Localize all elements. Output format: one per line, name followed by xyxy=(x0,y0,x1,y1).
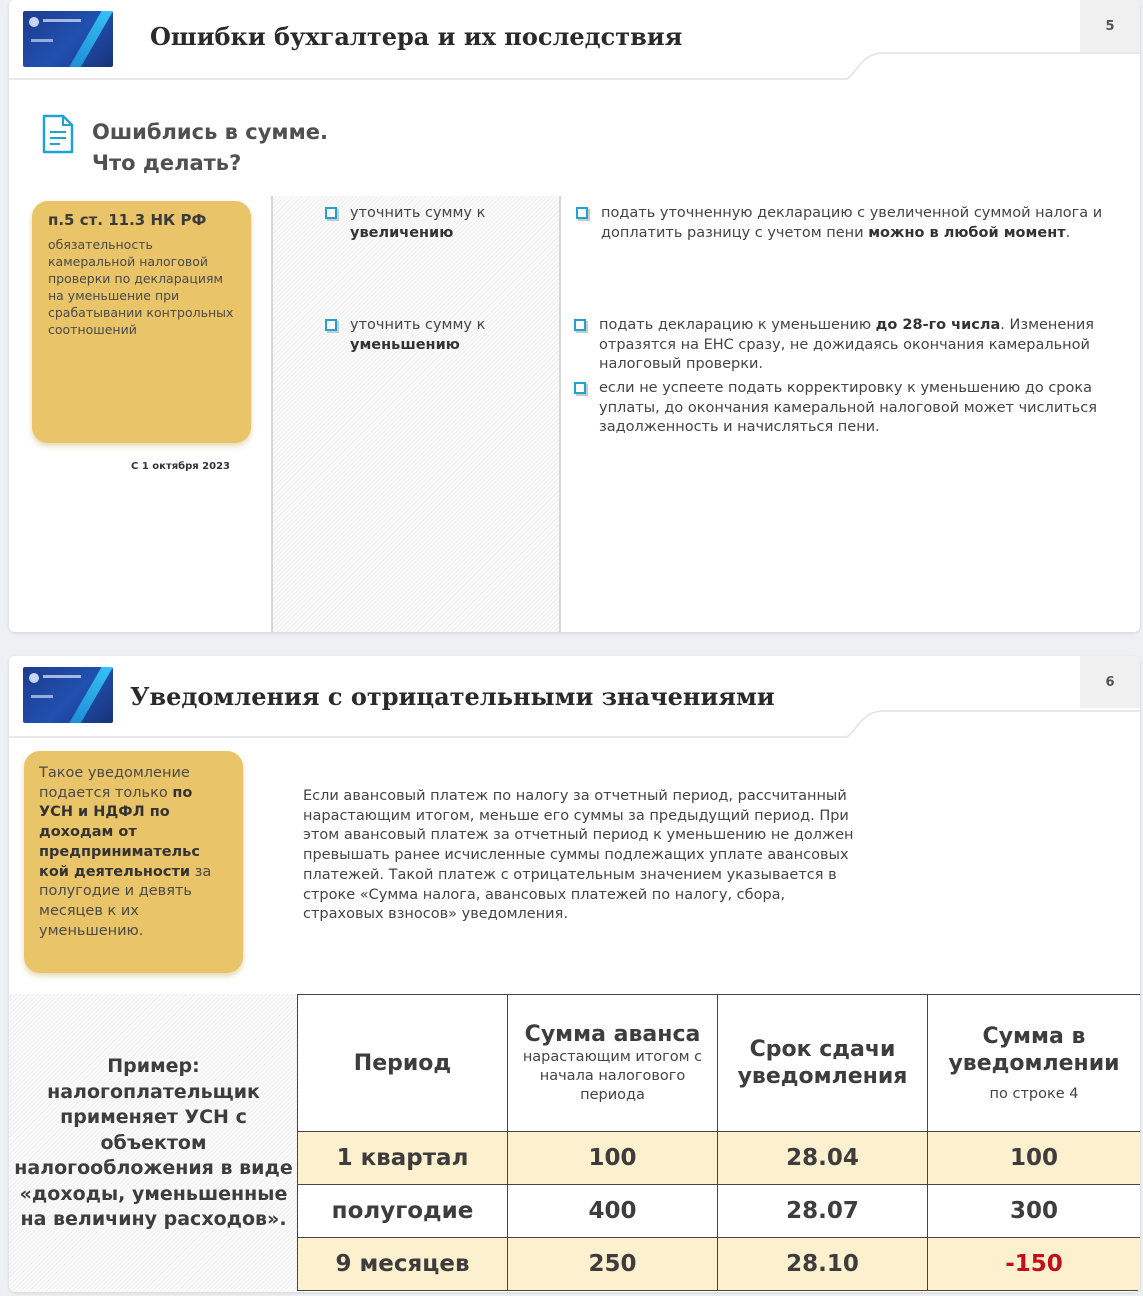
bullet-any-time xyxy=(576,204,1111,243)
checkbox-bullet-icon xyxy=(325,319,337,331)
checkbox-bullet-icon xyxy=(325,207,337,219)
bullet-text: если не успеете подать корректировку к уменьшению до срока уплаты, до окончания камеральной налоговой может числиться задолженность и начисляться пени. xyxy=(599,380,1097,435)
subheading-line-1: Ошиблись в сумме. xyxy=(92,120,328,144)
header-period: Период xyxy=(298,995,508,1132)
bullet-text: подать уточненную декларацию с увеличенной суммой налога и доплатить разницу с учетом пени xyxy=(601,205,1103,241)
checkbox-bullet-icon xyxy=(576,207,588,219)
bullet-text: уточнить сумму к xyxy=(350,205,486,221)
checkbox-bullet-icon xyxy=(574,319,586,331)
bullet-late xyxy=(574,379,1104,438)
fns-logo xyxy=(23,11,113,67)
example-text: Пример: налогоплательщик применяет УСН с объектом налогообложения в виде «доходы, уменьшенные на величину расходов». xyxy=(14,1055,293,1230)
cell-advance: 400 xyxy=(508,1185,718,1238)
cell-period: 1 квартал xyxy=(298,1132,508,1185)
page-number: 5 xyxy=(1080,0,1140,52)
scope-text-end: за полугодие и девять месяцев к их уменьшению. xyxy=(39,863,212,939)
cell-deadline: 28.10 xyxy=(718,1238,928,1291)
cell-advance: 100 xyxy=(508,1132,718,1185)
explanation-paragraph: Если авансовый платеж по налогу за отчетный период, рассчитанный нарастающим итогом, меньше его суммы за предыдущий период. При этом авансовый платеж за отчетный период к уменьшению не должен превышать ранее исчисленные суммы подлежащих уплате авансовых платежей. Такой платеж с отрицательным значением указывается в строке «Сумма налога, авансовых платежей по налогу, сбора, страховых взносов» уведомления. xyxy=(303,788,854,923)
cell-deadline: 28.04 xyxy=(718,1132,928,1185)
scope-text: Такое уведомление подается только xyxy=(39,765,190,801)
cell-notice-sum: 100 xyxy=(928,1132,1141,1185)
bullet-tail: . xyxy=(1065,224,1071,241)
bullet-text: уточнить сумму к xyxy=(350,317,486,333)
hatched-column xyxy=(271,196,561,632)
cell-notice-sum-negative: -150 xyxy=(928,1238,1141,1291)
page-number: 6 xyxy=(1080,656,1140,708)
bullet-before-28 xyxy=(574,316,1094,375)
header-advance-sum: Сумма аванса нарастающим итогом с начала налогового периода xyxy=(508,995,718,1132)
subheading xyxy=(92,117,328,179)
slide-header xyxy=(9,0,1140,80)
cell-period: полугодие xyxy=(298,1185,508,1238)
bullet-decrease xyxy=(325,316,555,355)
bullet-increase xyxy=(325,204,555,243)
bullet-bold: можно в любой момент xyxy=(868,224,1066,241)
law-reference-box xyxy=(32,201,251,443)
bullet-bold: увеличению xyxy=(350,224,454,241)
slide-header xyxy=(9,656,1140,736)
subheading-line-2: Что делать? xyxy=(92,151,242,175)
slide-5 xyxy=(9,0,1140,632)
scope-bold: по УСН и НДФЛ по доходам от предпринимательс кой деятельности xyxy=(39,784,200,880)
header-deadline: Срок сдачи уведомления xyxy=(718,995,928,1132)
cell-period: 9 месяцев xyxy=(298,1238,508,1291)
table-row xyxy=(298,1132,1141,1185)
bullet-tail: . Изменения отразятся на ЕНС сразу, не дожидаясь окончания камеральной налоговый проверки. xyxy=(599,317,1094,372)
document-icon xyxy=(41,113,75,155)
table-row xyxy=(298,1185,1141,1238)
example-table xyxy=(297,994,1140,1291)
notice-scope-box xyxy=(24,751,243,973)
law-reference-body: обязательность камеральной налоговой проверки по декларациям на уменьшение при срабатывании контрольных соотношений xyxy=(48,237,234,337)
law-reference-title: п.5 ст. 11.3 НК РФ xyxy=(48,211,207,229)
slide-title: Ошибки бухгалтера и их последствия xyxy=(150,22,683,51)
cell-deadline: 28.07 xyxy=(718,1185,928,1238)
checkbox-bullet-icon xyxy=(574,382,586,394)
table-row xyxy=(298,1238,1141,1291)
cell-notice-sum: 300 xyxy=(928,1185,1141,1238)
table-header-row xyxy=(298,995,1141,1132)
fns-logo xyxy=(23,667,113,723)
slide-6 xyxy=(9,656,1140,1292)
since-date-label: С 1 октября 2023 xyxy=(131,461,231,472)
bullet-bold: уменьшению xyxy=(350,336,460,353)
header-notice-sum: Сумма в уведомлении по строке 4 xyxy=(928,995,1141,1132)
cell-advance: 250 xyxy=(508,1238,718,1291)
bullet-text: подать декларацию к уменьшению xyxy=(599,317,872,333)
slide-title: Уведомления с отрицательными значениями xyxy=(130,682,775,711)
bullet-bold: до 28-го числа xyxy=(875,317,1001,333)
